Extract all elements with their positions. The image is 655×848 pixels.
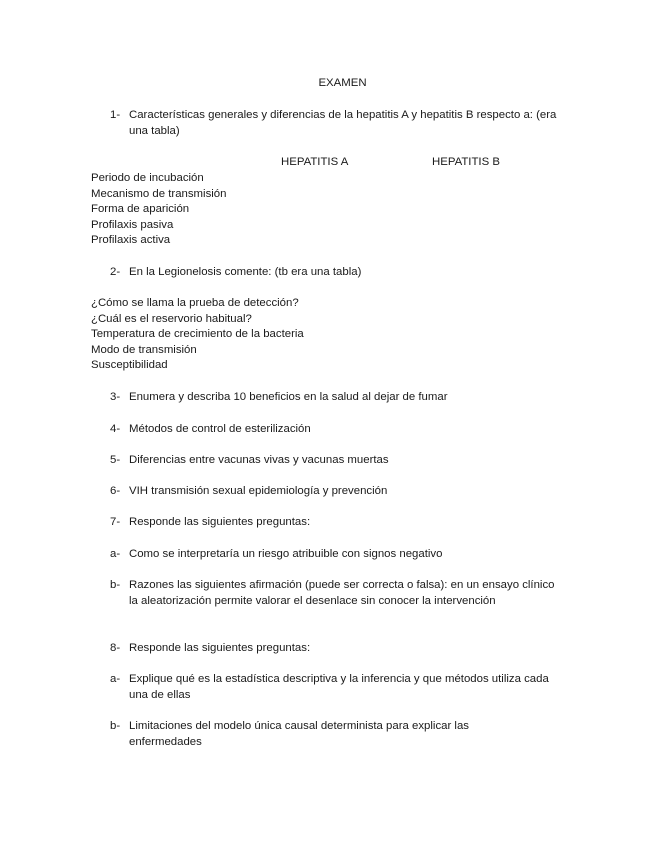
question-8-text: Responde las siguientes preguntas: (129, 642, 311, 654)
question-3-text: Enumera y describa 10 beneficios en la salud al dejar de fumar (129, 391, 448, 403)
question-7-number: 7- (110, 516, 121, 528)
table1-row: Periodo de incubación (91, 172, 204, 184)
question-7a-letter: a- (110, 548, 121, 560)
question-8b-text: Limitaciones del modelo única causal determinista para explicar las enfermedades (129, 720, 469, 748)
question-1-number: 1- (110, 109, 121, 121)
question-5-number: 5- (110, 454, 121, 466)
question-2-number: 2- (110, 266, 121, 278)
table1-col-hepatitis-a: HEPATITIS A (281, 156, 349, 168)
page-title: EXAMEN (318, 77, 367, 89)
question-4-number: 4- (110, 423, 121, 435)
question-8a-text: Explique qué es la estadística descriptiva y la inferencia y que métodos utiliza cada una de ellas (129, 673, 549, 701)
question-8b-letter: b- (110, 720, 121, 732)
question-4-text: Métodos de control de esterilización (129, 423, 311, 435)
table2-row: Modo de transmisión (91, 343, 197, 356)
table2-row: Temperatura de crecimiento de la bacteria (91, 328, 304, 341)
table1-row: Mecanismo de transmisión (91, 187, 227, 200)
question-3-number: 3- (110, 391, 121, 403)
question-6-number: 6- (110, 485, 121, 497)
question-7b-letter: b- (110, 579, 121, 591)
table1-rows (91, 171, 511, 249)
table2-row: ¿Cuál es el reservorio habitual? (91, 312, 252, 325)
table1-col-hepatitis-b: HEPATITIS B (432, 156, 500, 168)
table1-row: Forma de aparición (91, 203, 190, 216)
question-7a-text: Como se interpretaría un riesgo atribuible con signos negativo (129, 548, 443, 560)
question-7-text: Responde las siguientes preguntas: (129, 516, 311, 528)
table2-row: Susceptibilidad (91, 359, 168, 372)
question-8a-letter: a- (110, 673, 121, 685)
question-7b-text: Razones las siguientes afirmación (puede ser correcta o falsa): en un ensayo clínico la aleatorización permite valorar el desenlace sin conocer la intervención (129, 579, 555, 607)
question-1-text: Características generales y diferencias de la hepatitis A y hepatitis B respecto a: (era una tabla) (129, 109, 557, 137)
question-5-text: Diferencias entre vacunas vivas y vacunas muertas (129, 454, 389, 466)
question-2-text: En la Legionelosis comente: (tb era una tabla) (129, 266, 362, 278)
table2-row: ¿Cómo se llama la prueba de detección? (91, 297, 299, 309)
question-6-text: VIH transmisión sexual epidemiología y prevención (129, 485, 388, 497)
table1-row: Profilaxis activa (91, 234, 171, 247)
table1-row: Profilaxis pasiva (91, 218, 174, 231)
question-8-number: 8- (110, 642, 121, 654)
table2-rows (91, 296, 511, 374)
